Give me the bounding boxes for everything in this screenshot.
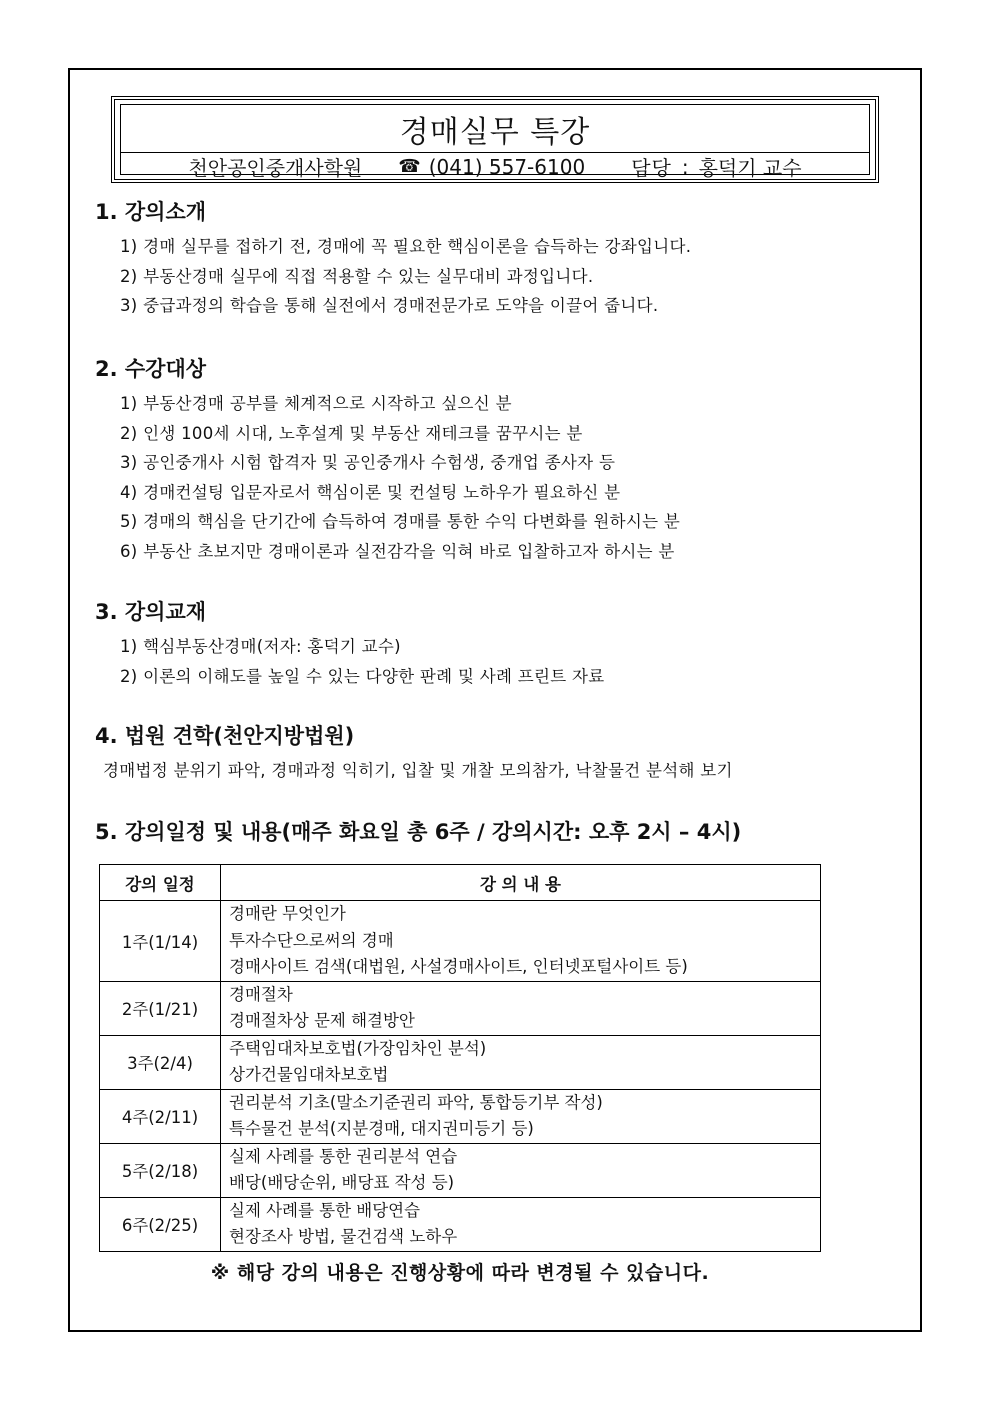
column-header-content: 강 의 내 용 [221,865,821,901]
table-row [100,1089,821,1143]
phone-number: (041) 557-6100 [428,154,586,179]
content-cell [221,981,821,1035]
section-heading: 5. 강의일정 및 내용(매주 화요일 총 6주 / 강의시간: 오후 2시 – 4시) [95,820,742,844]
content-line: 권리분석 기초(말소기준권리 파악, 통합등기부 작성) [229,1092,603,1112]
academy-name: 천안공인중개사학원 [188,156,363,180]
section-heading: 1. 강의소개 [95,200,207,224]
section-heading: 3. 강의교재 [95,600,207,624]
week-cell: 2주(1/21) [100,981,221,1035]
content-cell [221,901,821,982]
content-line: 실제 사례를 통한 배당연습 [229,1200,421,1220]
section-schedule [95,818,855,852]
week-cell: 1주(1/14) [100,901,221,982]
change-notice: ※ 해당 강의 내용은 진행상황에 따라 변경될 수 있습니다. [210,1262,710,1284]
list-item: 1) 핵심부동산경매(저자: 홍덕기 교수) [120,637,401,656]
list-item: 1) 경매 실무를 접하기 전, 경매에 꼭 필요한 핵심이론을 습득하는 강좌입니다. [120,237,692,256]
manager-label: 담당 [631,156,672,180]
schedule-table [99,864,821,1252]
content-line: 실제 사례를 통한 권리분석 연습 [229,1146,458,1166]
section-heading: 4. 법원 견학(천안지방법원) [95,724,355,748]
table-header-row [100,865,821,901]
content-line: 경매절차 [229,984,293,1004]
list-item: 2) 인생 100세 시대, 노후설계 및 부동산 재테크를 꿈꾸시는 분 [120,423,583,443]
list-item: 3) 공인중개사 시험 합격자 및 공인중개사 수험생, 중개업 종사자 등 [120,453,616,472]
table-row [100,981,821,1035]
content-line: 배당(배당순위, 배당표 작성 등) [229,1173,455,1192]
content-line: 상가건물임대차보호법 [229,1065,389,1084]
table-row [100,1035,821,1089]
table-row [100,901,821,982]
content-line: 특수물건 분석(지분경매, 대지권미등기 등) [229,1119,534,1138]
section-textbook [95,598,855,691]
week-cell: 4주(2/11) [100,1089,221,1143]
content-line: 경매절차상 문제 해결방안 [229,1011,415,1030]
title-row [121,105,869,153]
content-line: 경매사이트 검색(대법원, 사설경매사이트, 인터넷포털사이트 등) [229,957,688,976]
list-item: 5) 경매의 핵심을 단기간에 습득하여 경매를 통한 수익 다변화를 원하시는 분 [120,512,681,531]
page-title: 경매실무 특강 [399,114,591,150]
section-heading: 2. 수강대상 [95,357,207,381]
content-line: 주택임대차보호법(가장임차인 분석) [229,1038,487,1058]
header-box [111,96,879,183]
content-cell [221,1143,821,1197]
list-item: 2) 부동산경매 실무에 직접 적용할 수 있는 실무대비 과정입니다. [120,266,594,286]
manager-separator: : [681,154,689,179]
section-court [95,722,855,785]
content-line: 투자수단으로써의 경매 [229,930,394,950]
week-cell: 6주(2/25) [100,1197,221,1251]
manager-name: 홍덕기 교수 [698,156,802,180]
header-inner [120,104,870,180]
content-line: 현장조사 방법, 물건검색 노하우 [229,1227,458,1246]
column-header-week: 강의 일정 [100,865,221,901]
list-item: 1) 부동산경매 공부를 체계적으로 시작하고 싶으신 분 [120,394,512,413]
section-intro [95,198,855,321]
content-cell [221,1089,821,1143]
list-item: 3) 중급과정의 학습을 통해 실전에서 경매전문가로 도약을 이끌어 줍니다. [120,296,659,315]
week-cell: 5주(2/18) [100,1143,221,1197]
table-row [100,1143,821,1197]
phone-icon: ☎ [398,156,421,177]
week-cell: 3주(2/4) [100,1035,221,1089]
list-item: 6) 부동산 초보지만 경매이론과 실전감각을 익혀 바로 입찰하고자 하시는 분 [120,541,675,561]
content-line: 경매란 무엇인가 [229,904,346,923]
table-row [100,1197,821,1251]
court-visit-text: 경매법정 분위기 파악, 경매과정 익히기, 입찰 및 개찰 모의참가, 낙찰물건 분석해 보기 [103,761,733,780]
content-cell [221,1197,821,1251]
section-target [95,355,855,566]
content-cell [221,1035,821,1089]
list-item: 4) 경매컨설팅 입문자로서 핵심이론 및 컨설팅 노하우가 필요하신 분 [120,482,621,502]
list-item: 2) 이론의 이해도를 높일 수 있는 다양한 판례 및 사례 프린트 자료 [120,666,605,686]
contact-row [121,153,869,180]
